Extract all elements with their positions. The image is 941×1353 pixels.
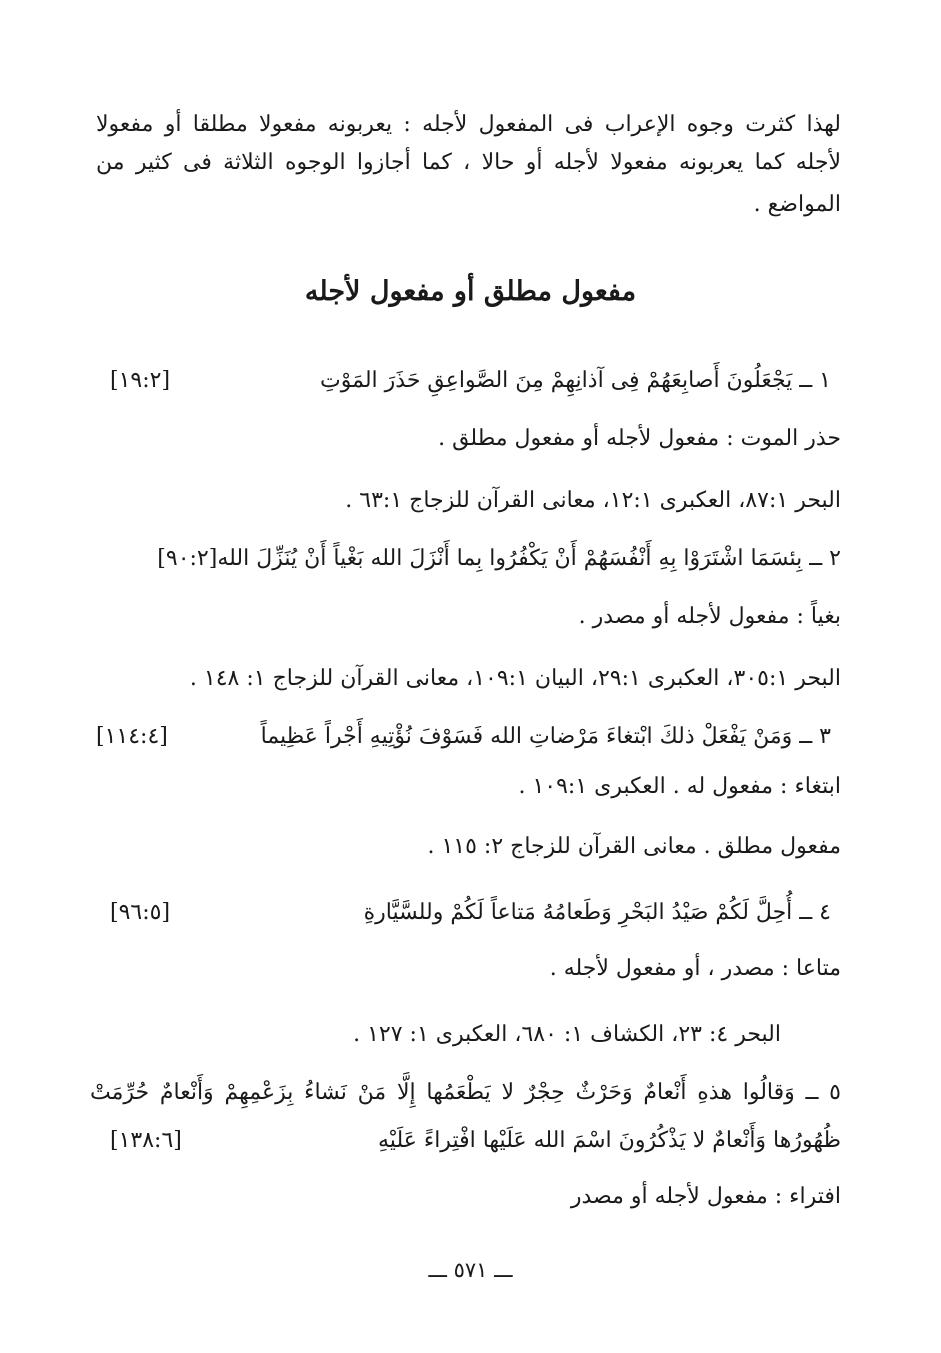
analysis-5: افتراء : مفعول لأجله أو مصدر bbox=[570, 1184, 841, 1209]
sources-1: البحر ٨٧:١، العكبرى ١٢:١، معانى القرآن للزجاج ٦٣:١ . bbox=[345, 488, 841, 513]
verse-1-ref: [١٩:٢] bbox=[110, 368, 171, 393]
verse-5-cont-text: ظُهُورُها وَأَنْعامٌ لا يَذْكُرُونَ اسْمَ الله عَلَيْها افْتِراءً عَلَيْهِ bbox=[378, 1128, 841, 1153]
analysis-4: متاعا : مصدر ، أو مفعول لأجله . bbox=[549, 956, 841, 981]
verse-1-text: ١ ــ يَجْعَلُونَ أَصابِعَهُمْ فِى آذانِهِمْ مِنَ الصَّواعِقِ حَذَرَ المَوْتِ bbox=[320, 368, 831, 393]
analysis-1: حذر الموت : مفعول لأجله أو مفعول مطلق . bbox=[438, 426, 841, 451]
analysis-2: بغياً : مفعول لأجله أو مصدر . bbox=[578, 604, 841, 629]
verse-5-ref: [١٣٨:٦] bbox=[110, 1128, 182, 1153]
verse-4-ref: [٩٦:٥] bbox=[110, 900, 171, 925]
page-number: ـــ ٥٧١ ـــ bbox=[428, 1258, 513, 1282]
verse-5-text: ٥ ــ وَقالُوا هذهِ أَنْعامٌ وَحَرْثٌ حِجْرٌ لا يَطْعَمُها إِلَّا مَنْ نَشاءُ بِزَعْمِهِمْ وَأَنْعامٌ حُرِّمَتْ bbox=[90, 1080, 841, 1105]
intro-line-1: لهذا كثرت وجوه الإعراب فى المفعول لأجله : يعربونه مفعولا مطلقا أو مفعولا bbox=[96, 112, 841, 137]
verse-3-text: ٣ ــ وَمَنْ يَفْعَلْ ذلكَ ابْتغاءَ مَرْضاتِ الله فَسَوْفَ نُؤْتِيهِ أَجْراً عَظِيماً bbox=[260, 724, 831, 749]
analysis-3: ابتغاء : مفعول له . العكبرى ١٠٩:١ . bbox=[518, 774, 841, 799]
sources-4: البحر ٤: ٢٣، الكشاف ١: ٦٨٠، العكبرى ١: ١٢٧ . bbox=[353, 1022, 781, 1047]
verse-4-text: ٤ ــ أُحِلَّ لَكُمْ صَيْدُ البَحْرِ وَطَعامُهُ مَتاعاً لَكُمْ وللسَّيَّارةِ bbox=[363, 900, 831, 925]
verse-3-ref: [١١٤:٤] bbox=[96, 724, 168, 749]
intro-line-3: المواضع . bbox=[753, 192, 841, 217]
sources-3: مفعول مطلق . معانى القرآن للزجاج ٢: ١١٥ . bbox=[427, 834, 841, 859]
intro-line-2: لأجله كما يعربونه مفعولا لأجله أو حالا ، كما أجازوا الوجوه الثلاثة فى كثير من bbox=[96, 150, 841, 175]
section-title: مفعول مطلق أو مفعول لأجله bbox=[304, 276, 637, 307]
sources-2: البحر ٣٠٥:١، العكبرى ٢٩:١، البيان ١٠٩:١، معانى القرآن للزجاج ١: ١٤٨ . bbox=[189, 666, 841, 691]
verse-2-text: ٢ ــ بِئسَمَا اشْتَرَوْا بِهِ أَنْفُسَهُمْ أَنْ يَكْفُرُوا بِما أَنْزَلَ الله بَغْياً أَنْ يُنَزِّلَ الله[٩٠:٢] bbox=[157, 546, 841, 571]
